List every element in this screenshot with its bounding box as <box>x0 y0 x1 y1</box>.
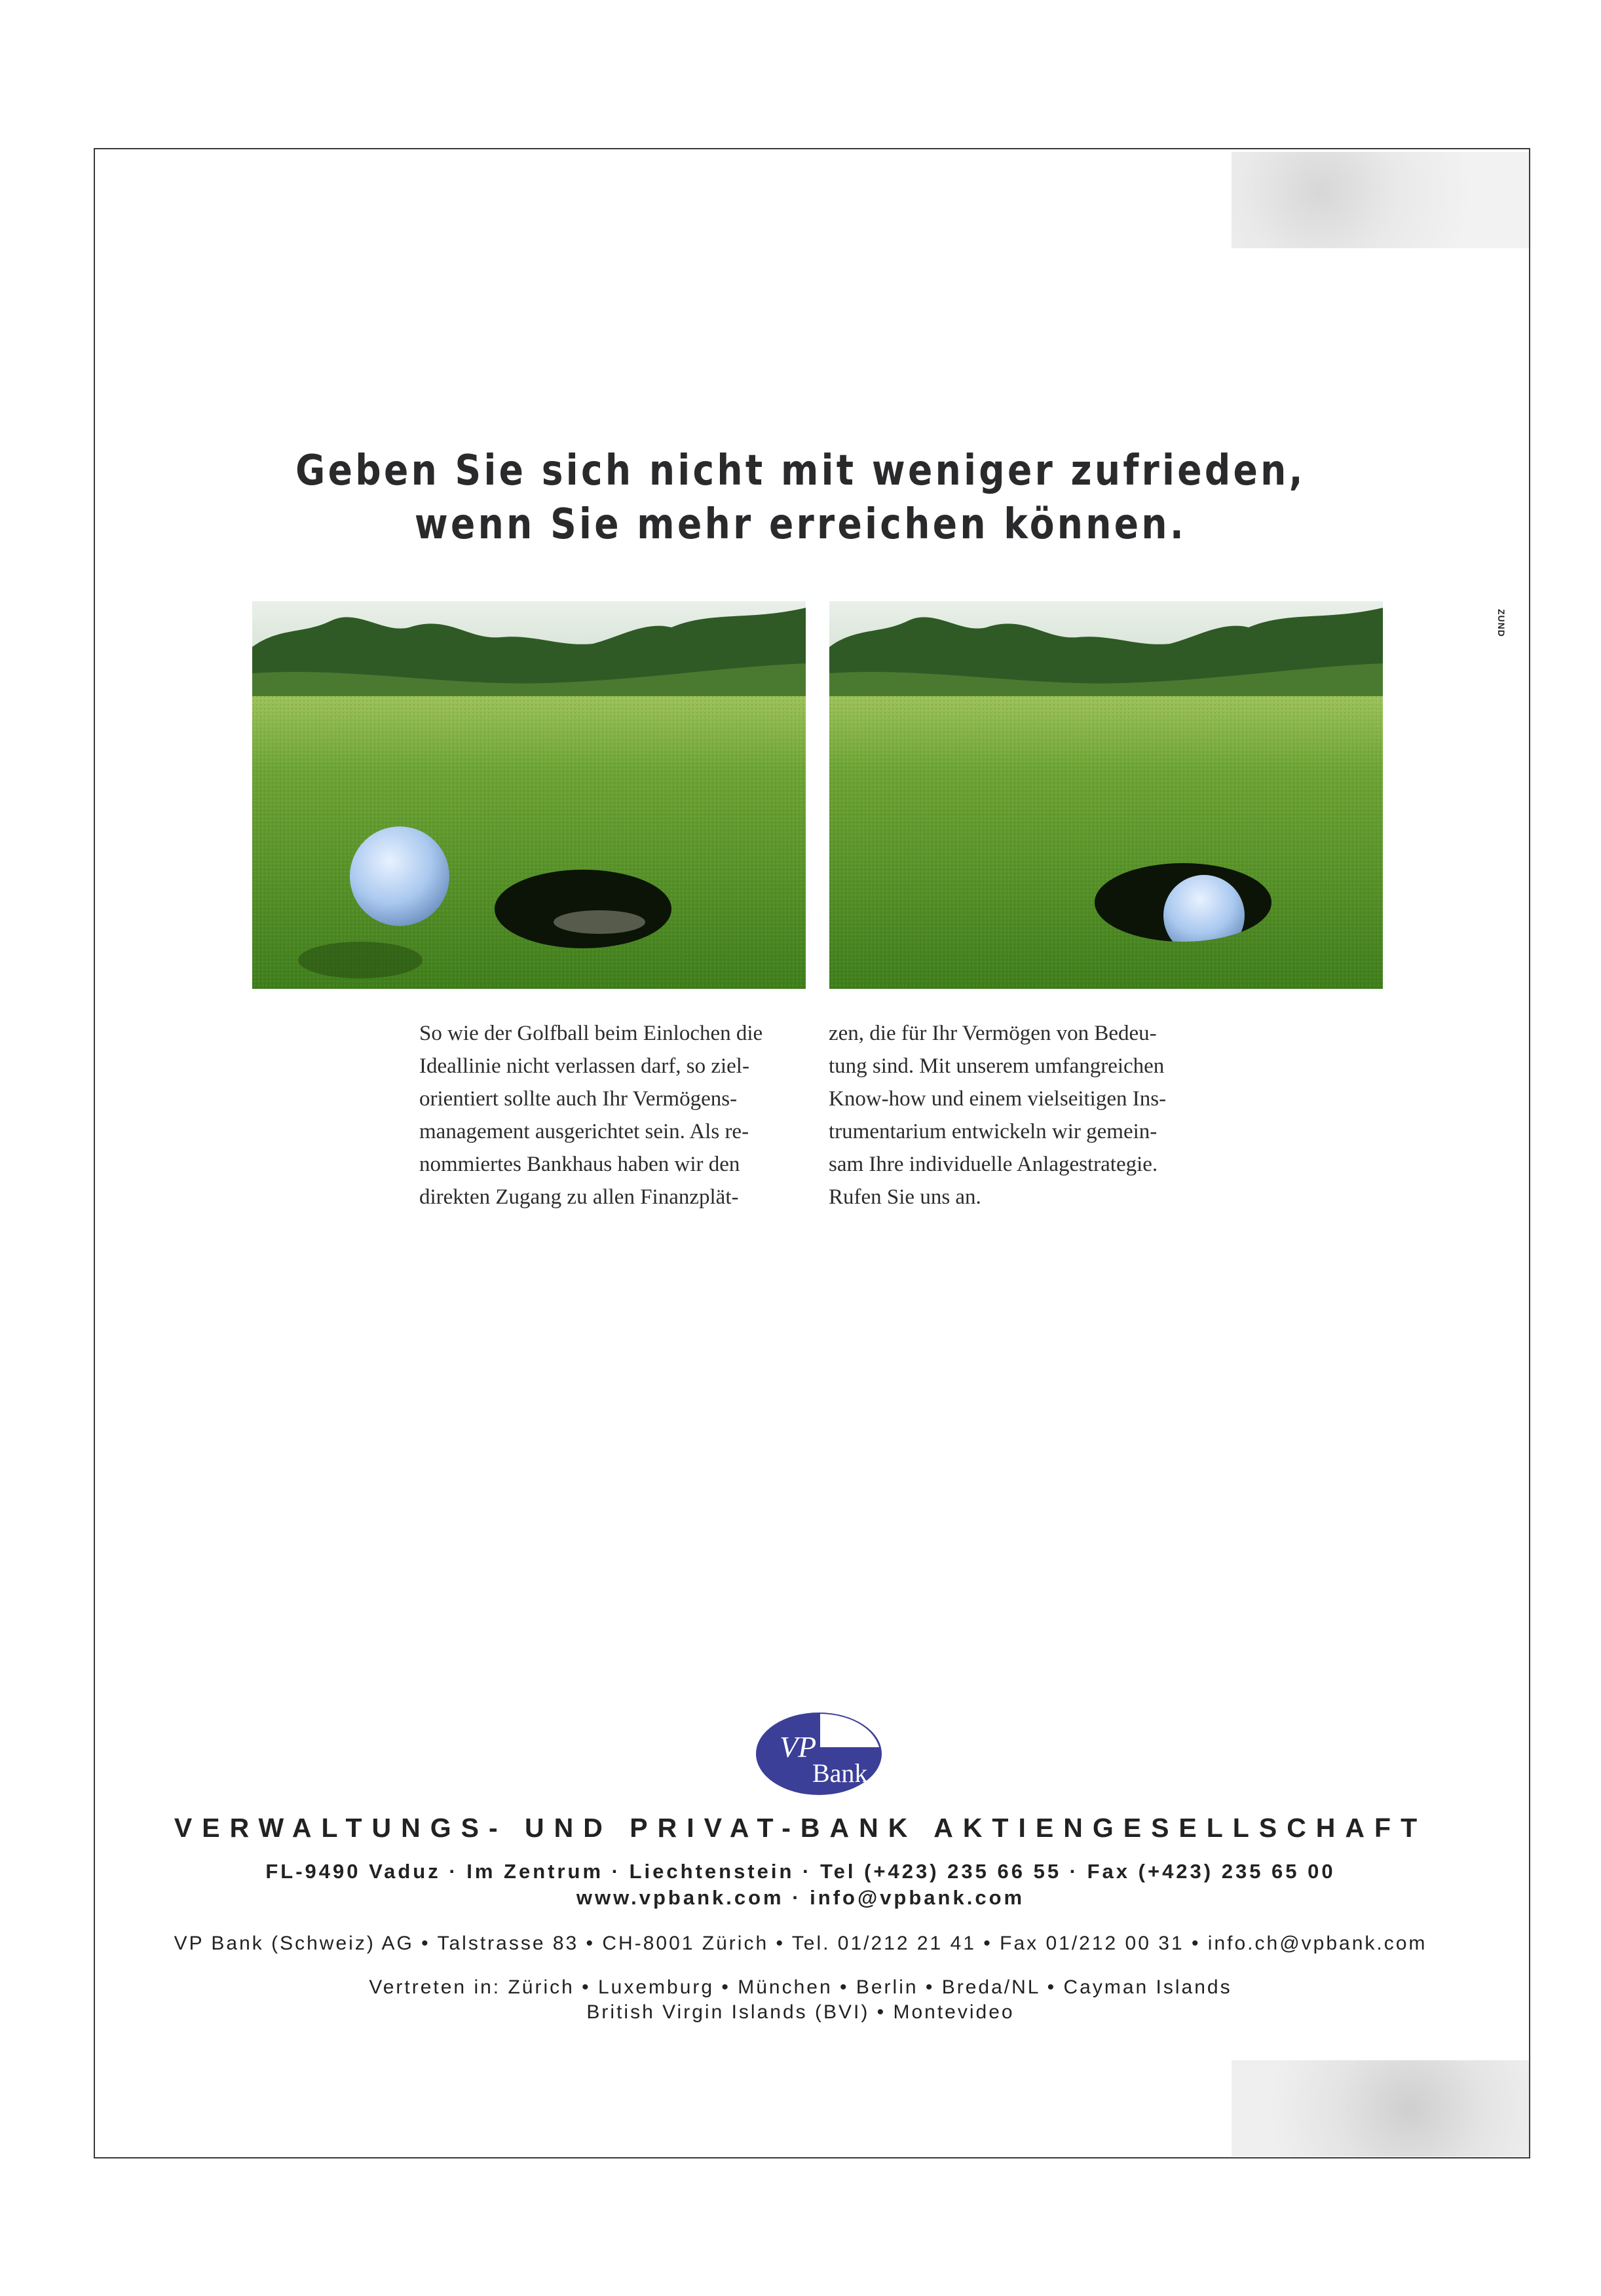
body-text-right-column <box>829 1017 1215 1213</box>
headline <box>112 444 1489 551</box>
headline-line-2: wenn Sie mehr erreichen können. <box>414 500 1187 549</box>
representations-line-2: British Virgin Islands (BVI) • Montevideo <box>586 2001 1015 2023</box>
logo-vp-text: VP <box>780 1730 817 1764</box>
body-line: nommiertes Bankhaus haben wir den <box>419 1153 740 1176</box>
address-line-2: www.vpbank.com · info@vpbank.com <box>576 1886 1025 1909</box>
golf-photo-ball-beside-hole <box>252 601 806 989</box>
body-line: orientiert sollte auch Ihr Vermögens- <box>419 1087 738 1111</box>
corner-texture-bottom <box>1232 2060 1529 2157</box>
body-line: Ideallinie nicht verlassen darf, so ziel- <box>419 1054 749 1078</box>
body-line: sam Ihre individuelle Anlagestrategie. <box>829 1153 1158 1176</box>
body-line: direkten Zugang zu allen Finanzplät- <box>419 1185 739 1209</box>
bank-name: VERWALTUNGS- UND PRIVAT-BANK AKTIENGESELLSCHAFT <box>174 1813 1427 1843</box>
vp-bank-logo <box>755 1711 883 1796</box>
headline-line-1: Geben Sie sich nicht mit weniger zufrieden, <box>295 447 1306 495</box>
logo-bank-text: Bank <box>812 1758 868 1788</box>
representations-line-1: Vertreten in: Zürich • Luxemburg • München • Berlin • Breda/NL • Cayman Islands <box>369 1976 1232 1998</box>
body-line: zen, die für Ihr Vermögen von Bedeu- <box>829 1022 1157 1045</box>
body-line: Rufen Sie uns an. <box>829 1185 981 1209</box>
body-line: tung sind. Mit unserem umfangreichen <box>829 1054 1165 1078</box>
body-line: trumentarium entwickeln wir gemein- <box>829 1120 1158 1143</box>
representations <box>0 1975 1601 2025</box>
side-mark: ZUND <box>1496 609 1507 637</box>
body-text-left-column <box>419 1017 806 1213</box>
schweiz-address: VP Bank (Schweiz) AG • Talstrasse 83 • CH-8001 Zürich • Tel. 01/212 21 41 • Fax 01/212 00 31 • info.ch@vpbank.com <box>174 1933 1427 1954</box>
body-line: management ausgerichtet sein. Als re- <box>419 1120 749 1143</box>
body-line: So wie der Golfball beim Einlochen die <box>419 1022 763 1045</box>
address-line-1: FL-9490 Vaduz · Im Zentrum · Liechtenstein · Tel (+423) 235 66 55 · Fax (+423) 235 65 00 <box>265 1860 1336 1883</box>
corner-texture-top <box>1232 152 1529 248</box>
golf-photo-ball-in-hole <box>829 601 1383 989</box>
body-line: Know-how und einem vielseitigen Ins- <box>829 1087 1167 1111</box>
